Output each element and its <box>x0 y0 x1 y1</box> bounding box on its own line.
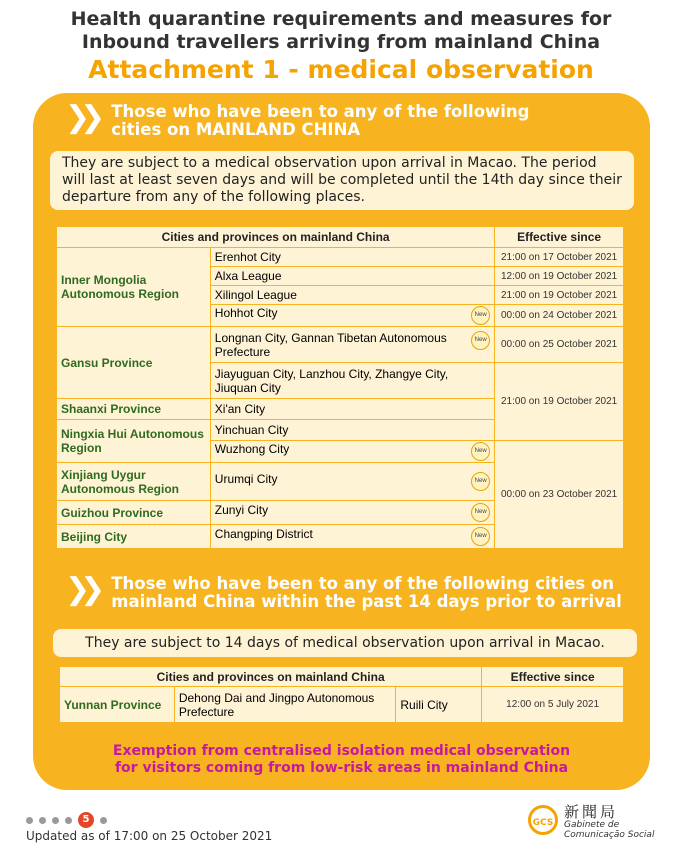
exemption-line1: Exemption from centralised isolation medical observation <box>112 743 571 759</box>
date-cell: 12:00 on 19 October 2021 <box>495 267 624 286</box>
section1-heading-line1: Those who have been to any of the following <box>111 102 530 121</box>
attachment-title: Attachment 1 - medical observation <box>88 55 594 84</box>
province-ningxia: Ningxia Hui Autonomous Region <box>57 420 211 463</box>
city-ruili: Ruili City <box>396 687 482 723</box>
new-badge-icon: New <box>471 527 490 546</box>
section1-heading <box>65 100 530 139</box>
city-yinchuan: Yinchuan City <box>210 420 494 441</box>
col-header-cities: Cities and provinces on mainland China <box>60 667 482 687</box>
logo-pt-line2: Comunicação Social <box>564 830 655 840</box>
page-dot[interactable] <box>52 817 59 824</box>
date-cell: 21:00 on 19 October 2021 <box>495 363 624 441</box>
city-jiayuguan: Jiayuguan City, Lanzhou City, Zhangye City, Jiuquan City <box>210 363 494 399</box>
updated-timestamp: Updated as of 17:00 on 25 October 2021 <box>26 829 273 843</box>
col-header-cities: Cities and provinces on mainland China <box>57 227 495 248</box>
col-header-effective: Effective since <box>495 227 624 248</box>
date-cell: 12:00 on 5 July 2021 <box>482 687 624 723</box>
table-row <box>57 327 624 363</box>
city-wuzhong-label: Wuzhong City <box>214 442 290 456</box>
city-longnan-label: Longnan City, Gannan Tibetan Autonomous Prefecture <box>214 330 447 359</box>
province-inner-mongolia: Inner Mongolia Autonomous Region <box>57 248 211 327</box>
section2-heading <box>65 572 622 611</box>
new-badge-icon: New <box>471 442 490 461</box>
double-chevron-icon: ❯❯ <box>65 572 96 607</box>
province-xinjiang: Xinjiang Uygur Autonomous Region <box>57 463 211 501</box>
table-row <box>60 687 624 723</box>
date-cell: 21:00 on 17 October 2021 <box>495 248 624 267</box>
province-shaanxi: Shaanxi Province <box>57 399 211 420</box>
new-badge-icon: New <box>471 503 490 522</box>
prefecture-dehong: Dehong Dai and Jingpo Autonomous Prefecture <box>174 687 396 723</box>
city-hohhot-label: Hohhot City <box>214 306 278 320</box>
section1-heading-line2: cities on MAINLAND CHINA <box>111 120 361 139</box>
date-cell: 21:00 on 19 October 2021 <box>495 286 624 305</box>
city-zunyi <box>210 501 494 525</box>
page-dot[interactable] <box>26 817 33 824</box>
province-yunnan: Yunnan Province <box>60 687 175 723</box>
main-title <box>0 8 682 54</box>
province-beijing: Beijing City <box>57 525 211 549</box>
col-header-effective: Effective since <box>482 667 624 687</box>
section2-note: They are subject to 14 days of medical observation upon arrival in Macao. <box>53 629 637 657</box>
city-changping <box>210 525 494 549</box>
table-row <box>57 248 624 267</box>
section2-heading-line1: Those who have been to any of the following cities on <box>111 574 615 593</box>
date-cell: 00:00 on 23 October 2021 <box>495 441 624 549</box>
section2-table <box>59 666 624 723</box>
logo-pt-line1: Gabinete de <box>564 820 620 830</box>
exemption-line2: for visitors coming from low-risk areas in mainland China <box>114 760 569 776</box>
page-dot[interactable] <box>39 817 46 824</box>
city-xian: Xi'an City <box>210 399 494 420</box>
city-alxa: Alxa League <box>210 267 494 286</box>
city-zunyi-label: Zunyi City <box>214 503 269 517</box>
city-longnan <box>210 327 494 363</box>
page-dot[interactable] <box>100 817 107 824</box>
city-urumqi <box>210 463 494 501</box>
city-hohhot <box>210 305 494 327</box>
section1-note: They are subject to a medical observation upon arrival in Macao. The period will last at least seven days and will be completed until the 14th day since their departure from any of the following places. <box>50 151 634 210</box>
gcs-logo-icon: GCS <box>528 805 558 835</box>
exemption-note <box>33 743 650 777</box>
province-gansu: Gansu Province <box>57 327 211 399</box>
page-dot-current[interactable]: 5 <box>78 812 94 828</box>
double-chevron-icon: ❯❯ <box>65 100 96 135</box>
page-indicator <box>26 812 113 828</box>
table-header-row <box>57 227 624 248</box>
section1-table <box>56 226 624 549</box>
city-changping-label: Changping District <box>214 527 313 541</box>
logo-portuguese-text <box>564 820 654 840</box>
title-line-1: Health quarantine requirements and measures for <box>70 8 612 30</box>
province-guizhou: Guizhou Province <box>57 501 211 525</box>
title-line-2: Inbound travellers arriving from mainland China <box>81 31 601 53</box>
date-cell: 00:00 on 25 October 2021 <box>495 327 624 363</box>
new-badge-icon: New <box>471 306 490 325</box>
new-badge-icon: New <box>471 472 490 491</box>
date-cell: 00:00 on 24 October 2021 <box>495 305 624 327</box>
page-dot[interactable] <box>65 817 72 824</box>
gcs-logo <box>500 799 670 847</box>
city-urumqi-label: Urumqi City <box>214 472 278 486</box>
city-xilingol: Xilingol League <box>210 286 494 305</box>
new-badge-icon: New <box>471 331 490 350</box>
section2-heading-line2: mainland China within the past 14 days prior to arrival <box>111 592 622 611</box>
city-erenhot: Erenhot City <box>210 248 494 267</box>
city-wuzhong <box>210 441 494 463</box>
table-header-row <box>60 667 624 687</box>
logo-chinese-text: 新聞局 <box>564 803 619 821</box>
